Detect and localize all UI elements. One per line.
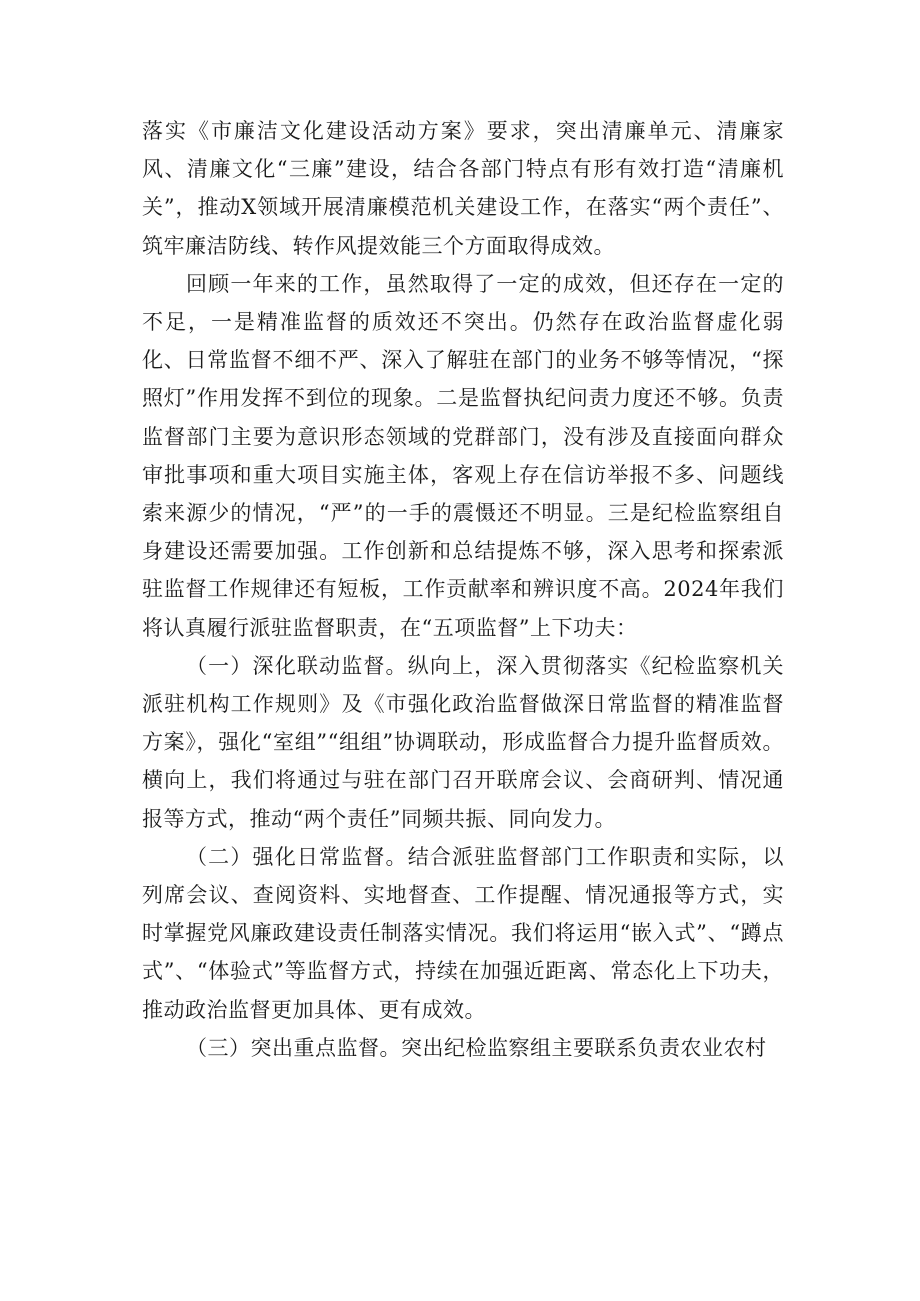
paragraph-5: （三）突出重点监督。突出纪检监察组主要联系负责农业农村 (186, 1035, 767, 1060)
paragraph-3: （一）深化联动监督。纵向上，深入贯彻落实《纪检监察机关派驻机构工作规则》及《市强化政治监督做深日常监督的精准监督方案》，强化“室组”“组组”协调联动，形成监督合力提升监督质效。横向上，我们将通过与驻在部门召开联席会议、会商研判、情况通报等方式，推动“两个责任”同频共振、同向发力。 (142, 653, 784, 831)
document-body (142, 112, 784, 1067)
paragraph-2: 回顾一年来的工作，虽然取得了一定的成效，但还存在一定的不足，一是精准监督的质效还不突出。仍然存在政治监督虚化弱化、日常监督不细不严、深入了解驻在部门的业务不够等情况，“探照灯”作用发挥不到位的现象。二是监督执纪问责力度还不够。负责监督部门主要为意识形态领域的党群部门，没有涉及直接面向群众审批事项和重大项目实施主体，客观上存在信访举报不多、问题线索来源少的情况，“严”的一手的震慑还不明显。三是纪检监察组自身建设还需要加强。工作创新和总结提炼不够，深入思考和探索派驻监督工作规律还有短板，工作贡献率和辨识度不高。2024年我们将认真履行派驻监督职责，在“五项监督”上下功夫： (142, 271, 784, 640)
paragraph-4: （二）强化日常监督。结合派驻监督部门工作职责和实际，以列席会议、查阅资料、实地督查、工作提醒、情况通报等方式，实时掌握党风廉政建设责任制落实情况。我们将运用“嵌入式”、“蹲点式”、“体验式”等监督方式，持续在加强近距离、常态化上下功夫，推动政治监督更加具体、更有成效。 (142, 844, 784, 1022)
paragraph-1: 落实《市廉洁文化建设活动方案》要求，突出清廉单元、清廉家风、清廉文化“三廉”建设，结合各部门特点有形有效打造“清廉机关”，推动X领域开展清廉模范机关建设工作，在落实“两个责任”、筑牢廉洁防线、转作风提效能三个方面取得成效。 (142, 119, 784, 258)
